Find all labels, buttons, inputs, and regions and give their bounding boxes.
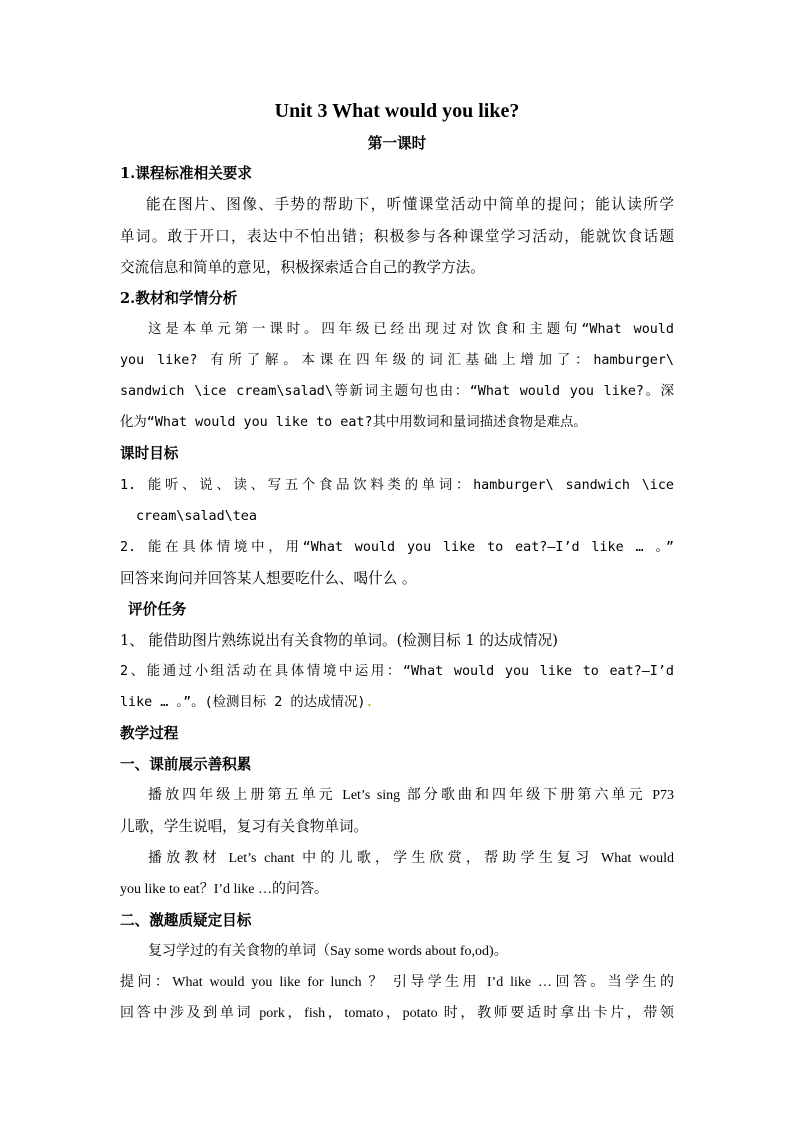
paragraph-line: 回答中涉及到单词 pork，fish，tomato，potato 时，教师要适时拿出卡片，带领 <box>120 1006 674 1021</box>
paragraph-line: 播放四年级上册第五单元 Let’s sing 部分歌曲和四年级下册第六单元 P73 <box>148 788 674 803</box>
objective-item: 2. 能在具体情境中，用“What would you like to eat?—I’d like … 。” <box>120 540 674 555</box>
paragraph-line: 儿歌，学生说唱，复习有关食物单词。 <box>120 818 369 835</box>
section-heading-teaching-process: 教学过程 <box>120 725 179 742</box>
assessment-item: 2、能通过小组活动在具体情境中运用：“What would you like to eat?—I’d <box>120 664 674 679</box>
assessment-item: 1、 能借助图片熟练说出有关食物的单词。(检测目标 1 的达成情况) <box>120 632 558 649</box>
paragraph-line: 这是本单元第一课时。四年级已经出现过对饮食和主题句“What would <box>148 322 674 337</box>
paragraph-line: 能在图片、图像、手势的帮助下，听懂课堂活动中简单的提问；能认读所学 <box>146 196 674 213</box>
section-heading-objectives: 课时目标 <box>120 445 179 462</box>
paragraph-line: 交流信息和简单的意见，积极探索适合自己的教学方法。 <box>120 259 485 276</box>
lesson-subtitle: 第一课时 <box>367 135 427 152</box>
part-heading-motivation: 二、激趣质疑定目标 <box>120 912 252 929</box>
section-heading-curriculum: 1.课程标准相关要求 <box>120 165 252 182</box>
paragraph-line: sandwich \ice cream\salad\等新词主题句也由：“What would you like?。深 <box>120 384 674 399</box>
paragraph-line: 化为“What would you like to eat?其中用数词和量词描述食物是难点。 <box>120 415 587 430</box>
paragraph-line: 播放教材 Let’s chant 中的儿歌，学生欣赏，帮助学生复习 What would <box>148 851 674 866</box>
paragraph-line: you like to eat？I’d like …的问答。 <box>120 882 329 897</box>
document-title: Unit 3 What would you like? <box>274 100 520 122</box>
assessment-item-text: like … 。”。(检测目标 2 的达成情况) <box>120 695 366 710</box>
section-heading-assessment: 评价任务 <box>128 601 187 618</box>
assessment-item-continuation <box>120 693 373 713</box>
objective-item-continuation: cream\salad\tea <box>136 509 257 524</box>
section-heading-analysis: 2.教材和学情分析 <box>120 290 238 307</box>
objective-item-continuation: 回答来询问并回答某人想要吃什么、喝什么 。 <box>120 570 417 587</box>
trailing-dot: . <box>365 695 374 710</box>
paragraph-line: 复习学过的有关食物的单词（Say some words about fo,od)。 <box>148 944 508 959</box>
paragraph-line: you like? 有所了解。本课在四年级的词汇基础上增加了：hamburger\ <box>120 353 674 368</box>
paragraph-line: 提问：What would you like for lunch ？ 引导学生用 I’d like …回答。当学生的 <box>120 975 674 990</box>
paragraph-line: 单词。敢于开口，表达中不怕出错；积极参与各种课堂学习活动，能就饮食话题 <box>120 228 674 245</box>
part-heading-preclass: 一、课前展示善积累 <box>120 756 252 773</box>
objective-item: 1. 能听、说、读、写五个食品饮料类的单词：hamburger\ sandwich \ice <box>120 478 674 493</box>
